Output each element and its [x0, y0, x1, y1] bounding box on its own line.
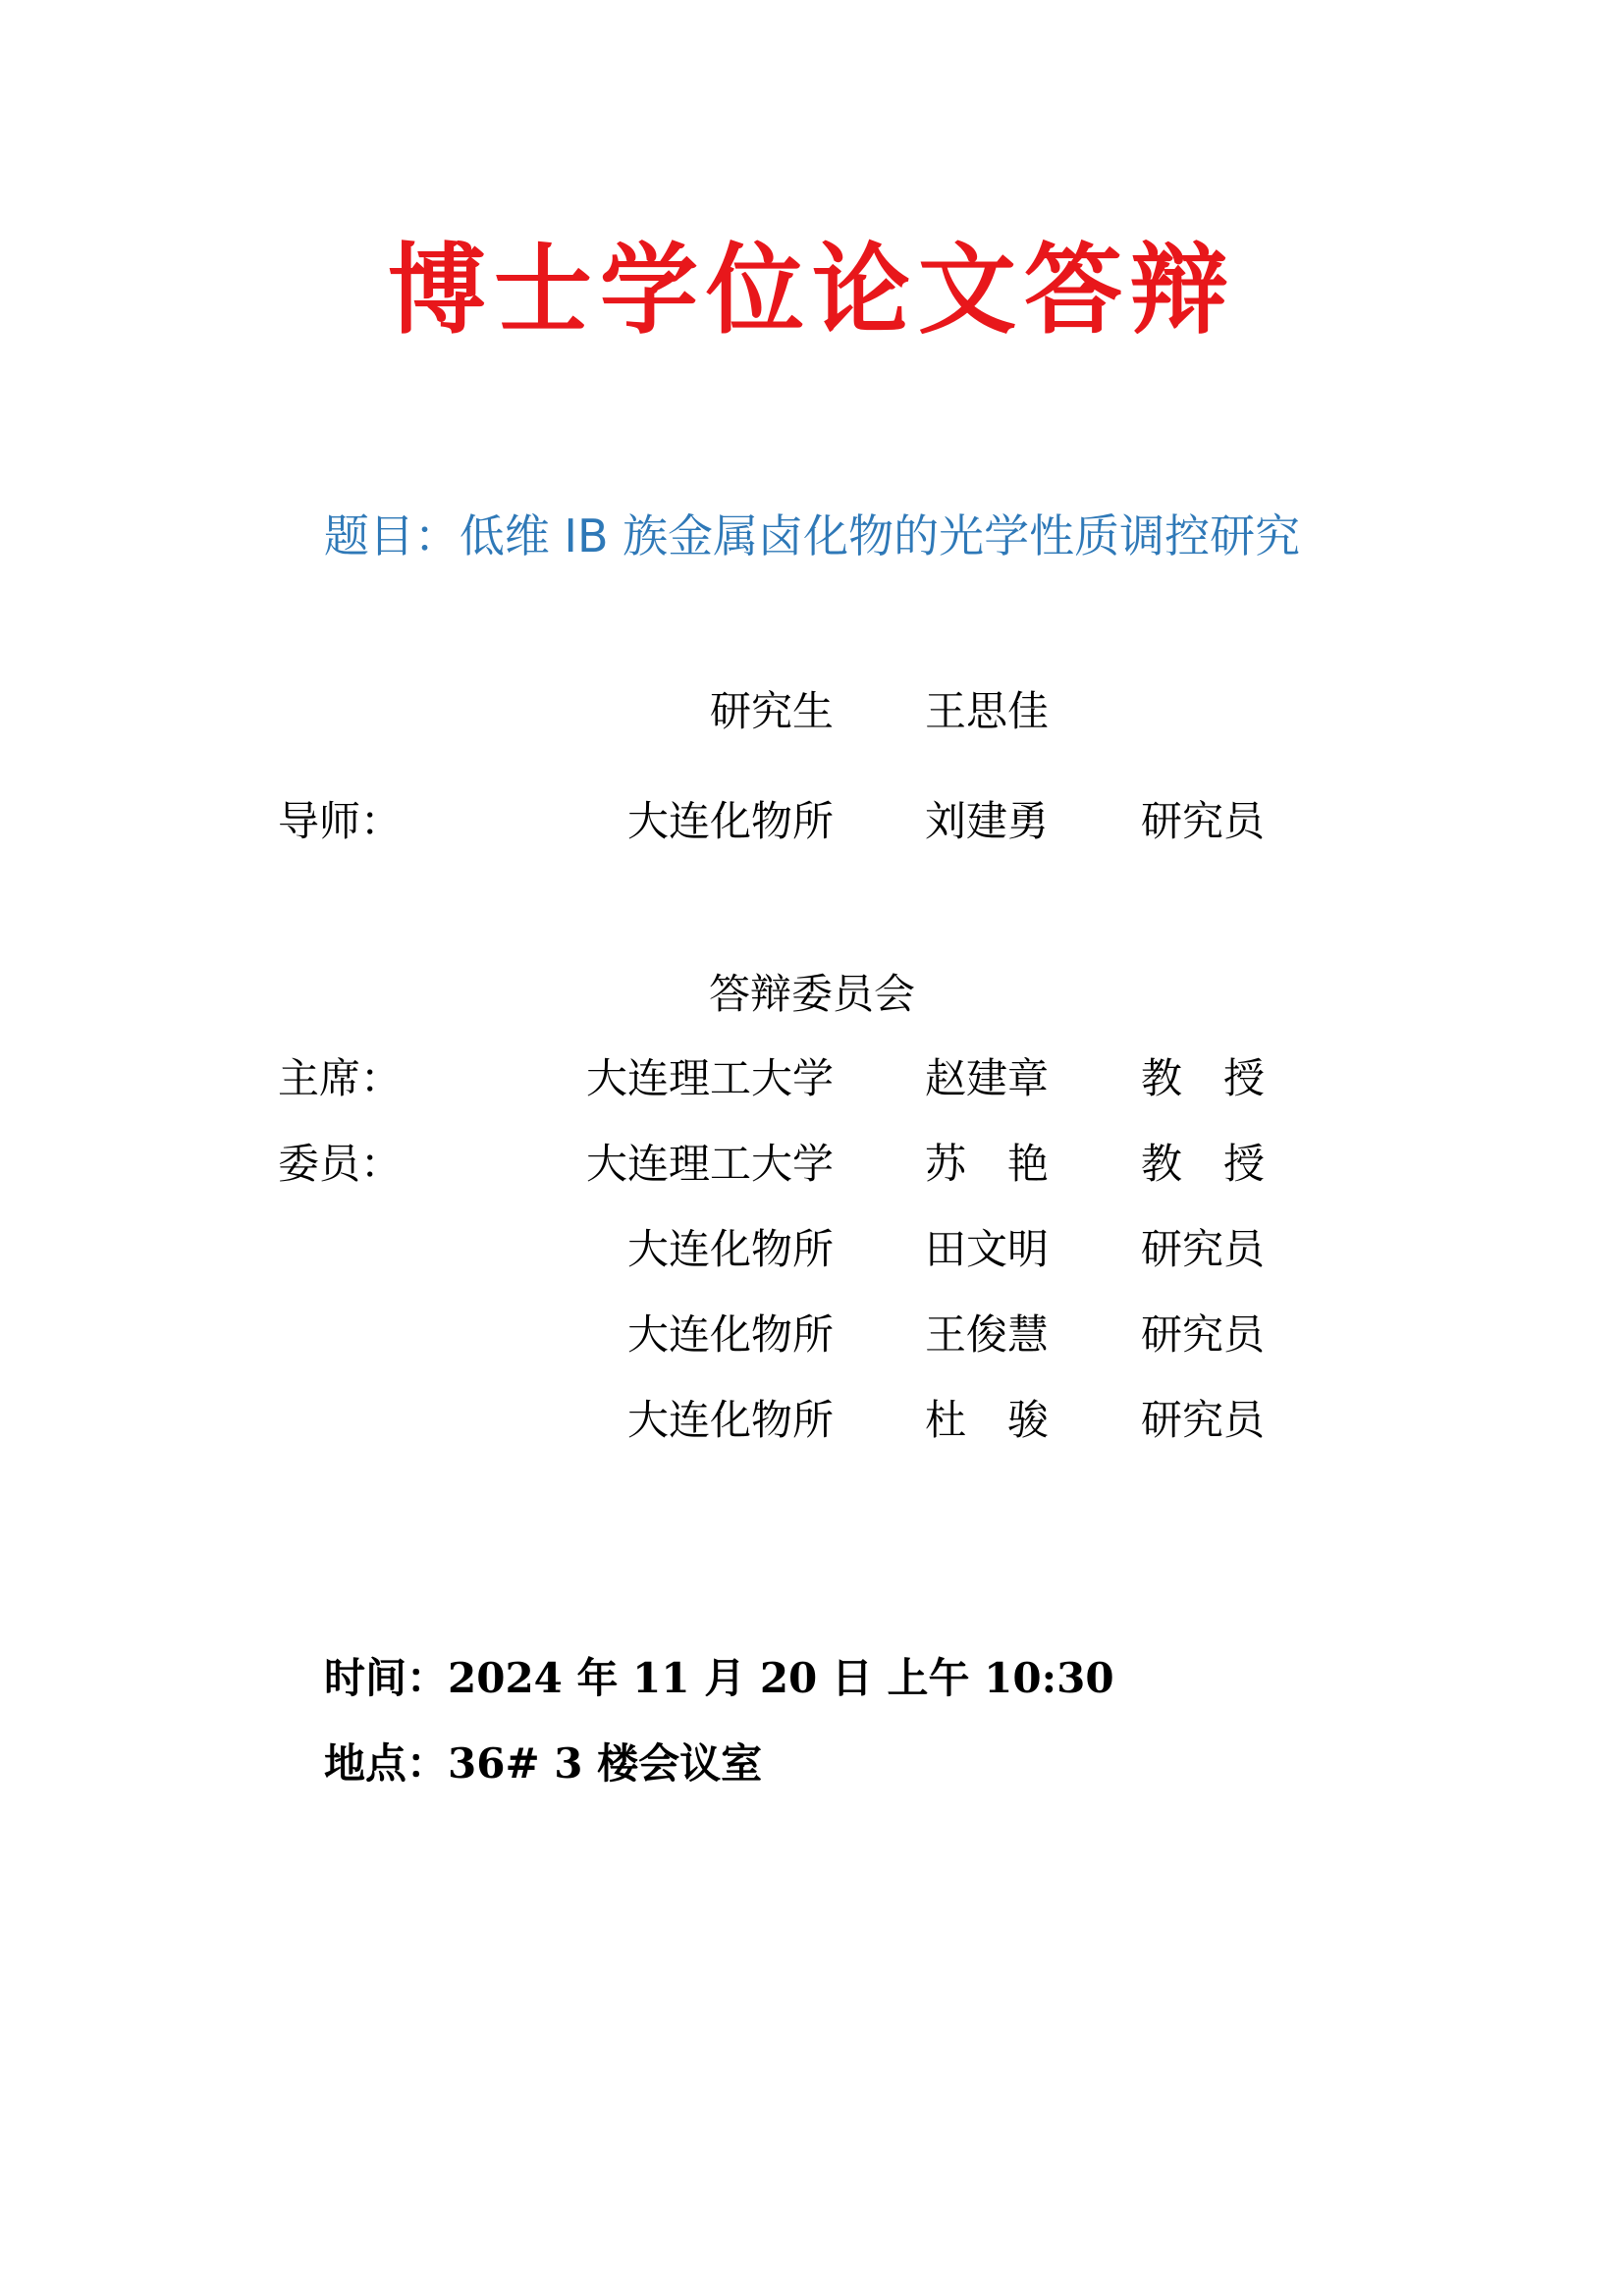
defense-time: 时间：2024 年 11 月 20 日 上午 10:30: [324, 1654, 1114, 1702]
main-title: 博士学位论文答辩: [388, 232, 1236, 347]
member-institution: 大连化物所: [626, 1310, 834, 1359]
member-title: 研究员: [1140, 1310, 1265, 1359]
member-name: 王俊慧: [924, 1310, 1049, 1359]
member-title: 教 授: [1140, 1140, 1265, 1188]
advisor-name: 刘建勇: [924, 797, 1049, 845]
advisor-label: 导师：: [278, 797, 403, 845]
member-title: 研究员: [1140, 1396, 1265, 1444]
chair-label: 主席：: [278, 1054, 403, 1102]
committee-heading: 答辩委员会: [708, 970, 915, 1018]
member-institution: 大连化物所: [626, 1225, 834, 1273]
member-name: 杜 骏: [924, 1396, 1049, 1444]
member-name: 苏 艳: [924, 1140, 1049, 1188]
member-name: 赵建章: [924, 1054, 1049, 1102]
thesis-subject: 题目：低维 IB 族金属卤化物的光学性质调控研究: [323, 509, 1301, 562]
member-institution: 大连化物所: [626, 1396, 834, 1444]
student-role: 研究生: [709, 687, 834, 735]
member-title: 研究员: [1140, 1225, 1265, 1273]
student-name: 王思佳: [924, 687, 1049, 735]
member-name: 田文明: [924, 1225, 1049, 1273]
member-title: 教 授: [1140, 1054, 1265, 1102]
defense-location: 地点：36# 3 楼会议室: [324, 1739, 763, 1788]
advisor-title: 研究员: [1140, 797, 1265, 845]
member-label: 委员：: [278, 1140, 403, 1188]
member-institution: 大连理工大学: [585, 1140, 834, 1188]
member-institution: 大连理工大学: [585, 1054, 834, 1102]
advisor-institution: 大连化物所: [626, 797, 834, 845]
